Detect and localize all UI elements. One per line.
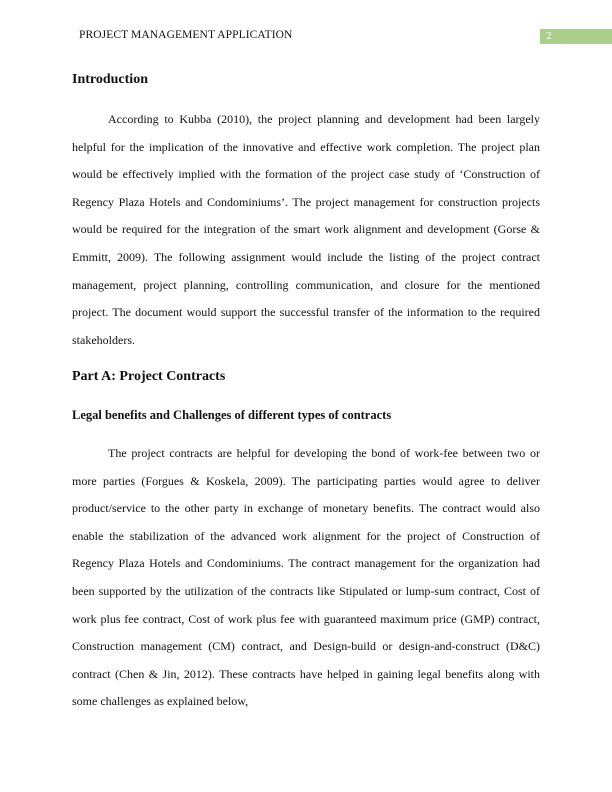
paragraph-line: project. The document would support the successful transfer of the information to the required xyxy=(72,305,540,320)
paragraph-line: Construction management (CM) contract, and Design-build or design-and-construct (D&C) xyxy=(72,639,540,654)
introduction-paragraph xyxy=(72,111,540,359)
part-a-heading: Part A: Project Contracts xyxy=(72,369,226,384)
paragraph-line: helpful for the implication of the innovative and effective work completion. The project plan xyxy=(72,139,540,154)
paragraph-line: more parties (Forgues & Koskela, 2009). The participating parties would agree to deliver xyxy=(72,473,540,488)
paragraph-line: According to Kubba (2010), the project planning and development had been largely xyxy=(108,112,540,126)
paragraph-line: The project contracts are helpful for developing the bond of work-fee between two or xyxy=(108,446,540,460)
paragraph-line: some challenges as explained below, xyxy=(72,694,249,709)
introduction-heading: Introduction xyxy=(72,72,148,87)
paragraph-line: product/service to the other party in exchange of monetary benefits. The contract would also xyxy=(72,501,540,516)
paragraph-line: been supported by the utilization of the contracts like Stipulated or lump-sum contract, Cost of xyxy=(72,583,540,598)
paragraph-line: would be required for the integration of the smart work alignment and development (Gorse & xyxy=(72,222,540,237)
paragraph-line: Regency Plaza Hotels and Condominiums. The contract management for the organization had xyxy=(72,556,540,571)
paragraph-line: work plus fee contract, Cost of work plus fee with guaranteed maximum price (GMP) contract, xyxy=(72,611,540,626)
paragraph-line: Emmitt, 2009). The following assignment would include the listing of the project contract xyxy=(72,249,540,264)
paragraph-line: would be effectively implied with the formation of the project case study of ‘Construction of xyxy=(72,167,540,182)
paragraph-line: contract (Chen & Jin, 2012). These contracts have helped in gaining legal benefits along with xyxy=(72,666,540,681)
paragraph-line: Regency Plaza Hotels and Condominiums’. The project management for construction projects xyxy=(72,194,540,209)
page-number: 2 xyxy=(540,29,612,44)
contracts-paragraph xyxy=(72,445,540,721)
running-header: PROJECT MANAGEMENT APPLICATION xyxy=(79,29,293,41)
paragraph-line: stakeholders. xyxy=(72,332,135,347)
legal-benefits-subheading: Legal benefits and Challenges of different types of contracts xyxy=(72,408,392,422)
paragraph-line: enable the stabilization of the advanced work alignment for the project of Construction of xyxy=(72,528,540,543)
paragraph-line: management, project planning, controlling communication, and closure for the mentioned xyxy=(72,277,540,292)
